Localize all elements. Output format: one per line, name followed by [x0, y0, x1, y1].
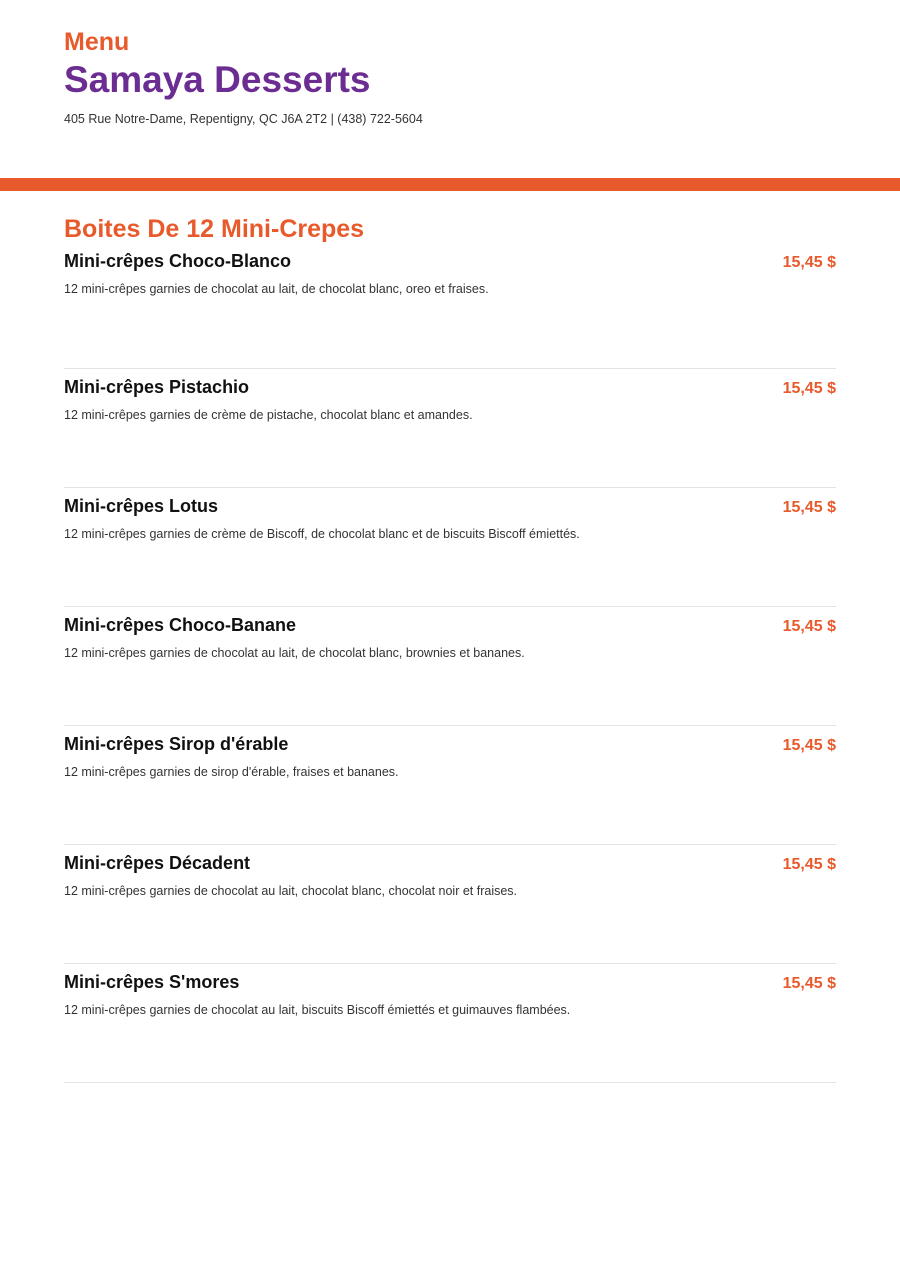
section-title: Boites De 12 Mini-Crepes: [64, 215, 365, 243]
menu-item: [64, 488, 836, 607]
menu-item-description: 12 mini-crêpes garnies de chocolat au lait, de chocolat blanc, brownies et bananes.: [64, 646, 525, 660]
menu-item-list: [64, 250, 836, 1083]
menu-item-description: 12 mini-crêpes garnies de crème de pistache, chocolat blanc et amandes.: [64, 408, 473, 422]
menu-item-name: Mini-crêpes Choco-Banane: [64, 615, 297, 635]
accent-bar: [0, 178, 900, 191]
menu-item-header: [64, 852, 836, 876]
menu-item-name: Mini-crêpes Lotus: [64, 496, 219, 516]
menu-item-description: 12 mini-crêpes garnies de sirop d'érable, fraises et bananes.: [64, 765, 399, 779]
menu-label: Menu: [64, 28, 130, 56]
menu-item: [64, 964, 836, 1083]
menu-item-header: [64, 614, 836, 638]
menu-item-price: 15,45 $: [782, 737, 836, 754]
menu-section: [64, 214, 836, 1083]
menu-item-description: 12 mini-crêpes garnies de chocolat au lait, chocolat blanc, chocolat noir et fraises.: [64, 884, 518, 898]
menu-item-header: [64, 495, 836, 519]
menu-item-price: 15,45 $: [782, 975, 836, 992]
restaurant-address: 405 Rue Notre-Dame, Repentigny, QC J6A 2T2 | (438) 722-5604: [64, 112, 423, 126]
menu-item: [64, 250, 836, 369]
menu-item: [64, 845, 836, 964]
menu-item-description: 12 mini-crêpes garnies de chocolat au lait, biscuits Biscoff émiettés et guimauves flambées.: [64, 1003, 571, 1017]
menu-item-name: Mini-crêpes S'mores: [64, 972, 240, 992]
menu-item-price: 15,45 $: [782, 499, 836, 516]
menu-item: [64, 726, 836, 845]
menu-item-name: Mini-crêpes Choco-Blanco: [64, 251, 292, 271]
menu-item: [64, 607, 836, 726]
menu-header: [64, 28, 836, 127]
menu-item-price: 15,45 $: [782, 856, 836, 873]
menu-item-header: [64, 250, 836, 274]
menu-item: [64, 369, 836, 488]
menu-item-name: Mini-crêpes Pistachio: [64, 377, 250, 397]
menu-item-header: [64, 971, 836, 995]
menu-item-name: Mini-crêpes Sirop d'érable: [64, 734, 289, 754]
menu-item-price: 15,45 $: [782, 380, 836, 397]
menu-item-description: 12 mini-crêpes garnies de chocolat au lait, de chocolat blanc, oreo et fraises.: [64, 282, 489, 296]
menu-item-header: [64, 733, 836, 757]
menu-item-header: [64, 376, 836, 400]
menu-item-description: 12 mini-crêpes garnies de crème de Biscoff, de chocolat blanc et de biscuits Biscoff émiettés.: [64, 527, 580, 541]
restaurant-name: Samaya Desserts: [64, 59, 371, 100]
menu-item-name: Mini-crêpes Décadent: [64, 853, 251, 873]
menu-item-price: 15,45 $: [782, 254, 836, 271]
menu-item-price: 15,45 $: [782, 618, 836, 635]
